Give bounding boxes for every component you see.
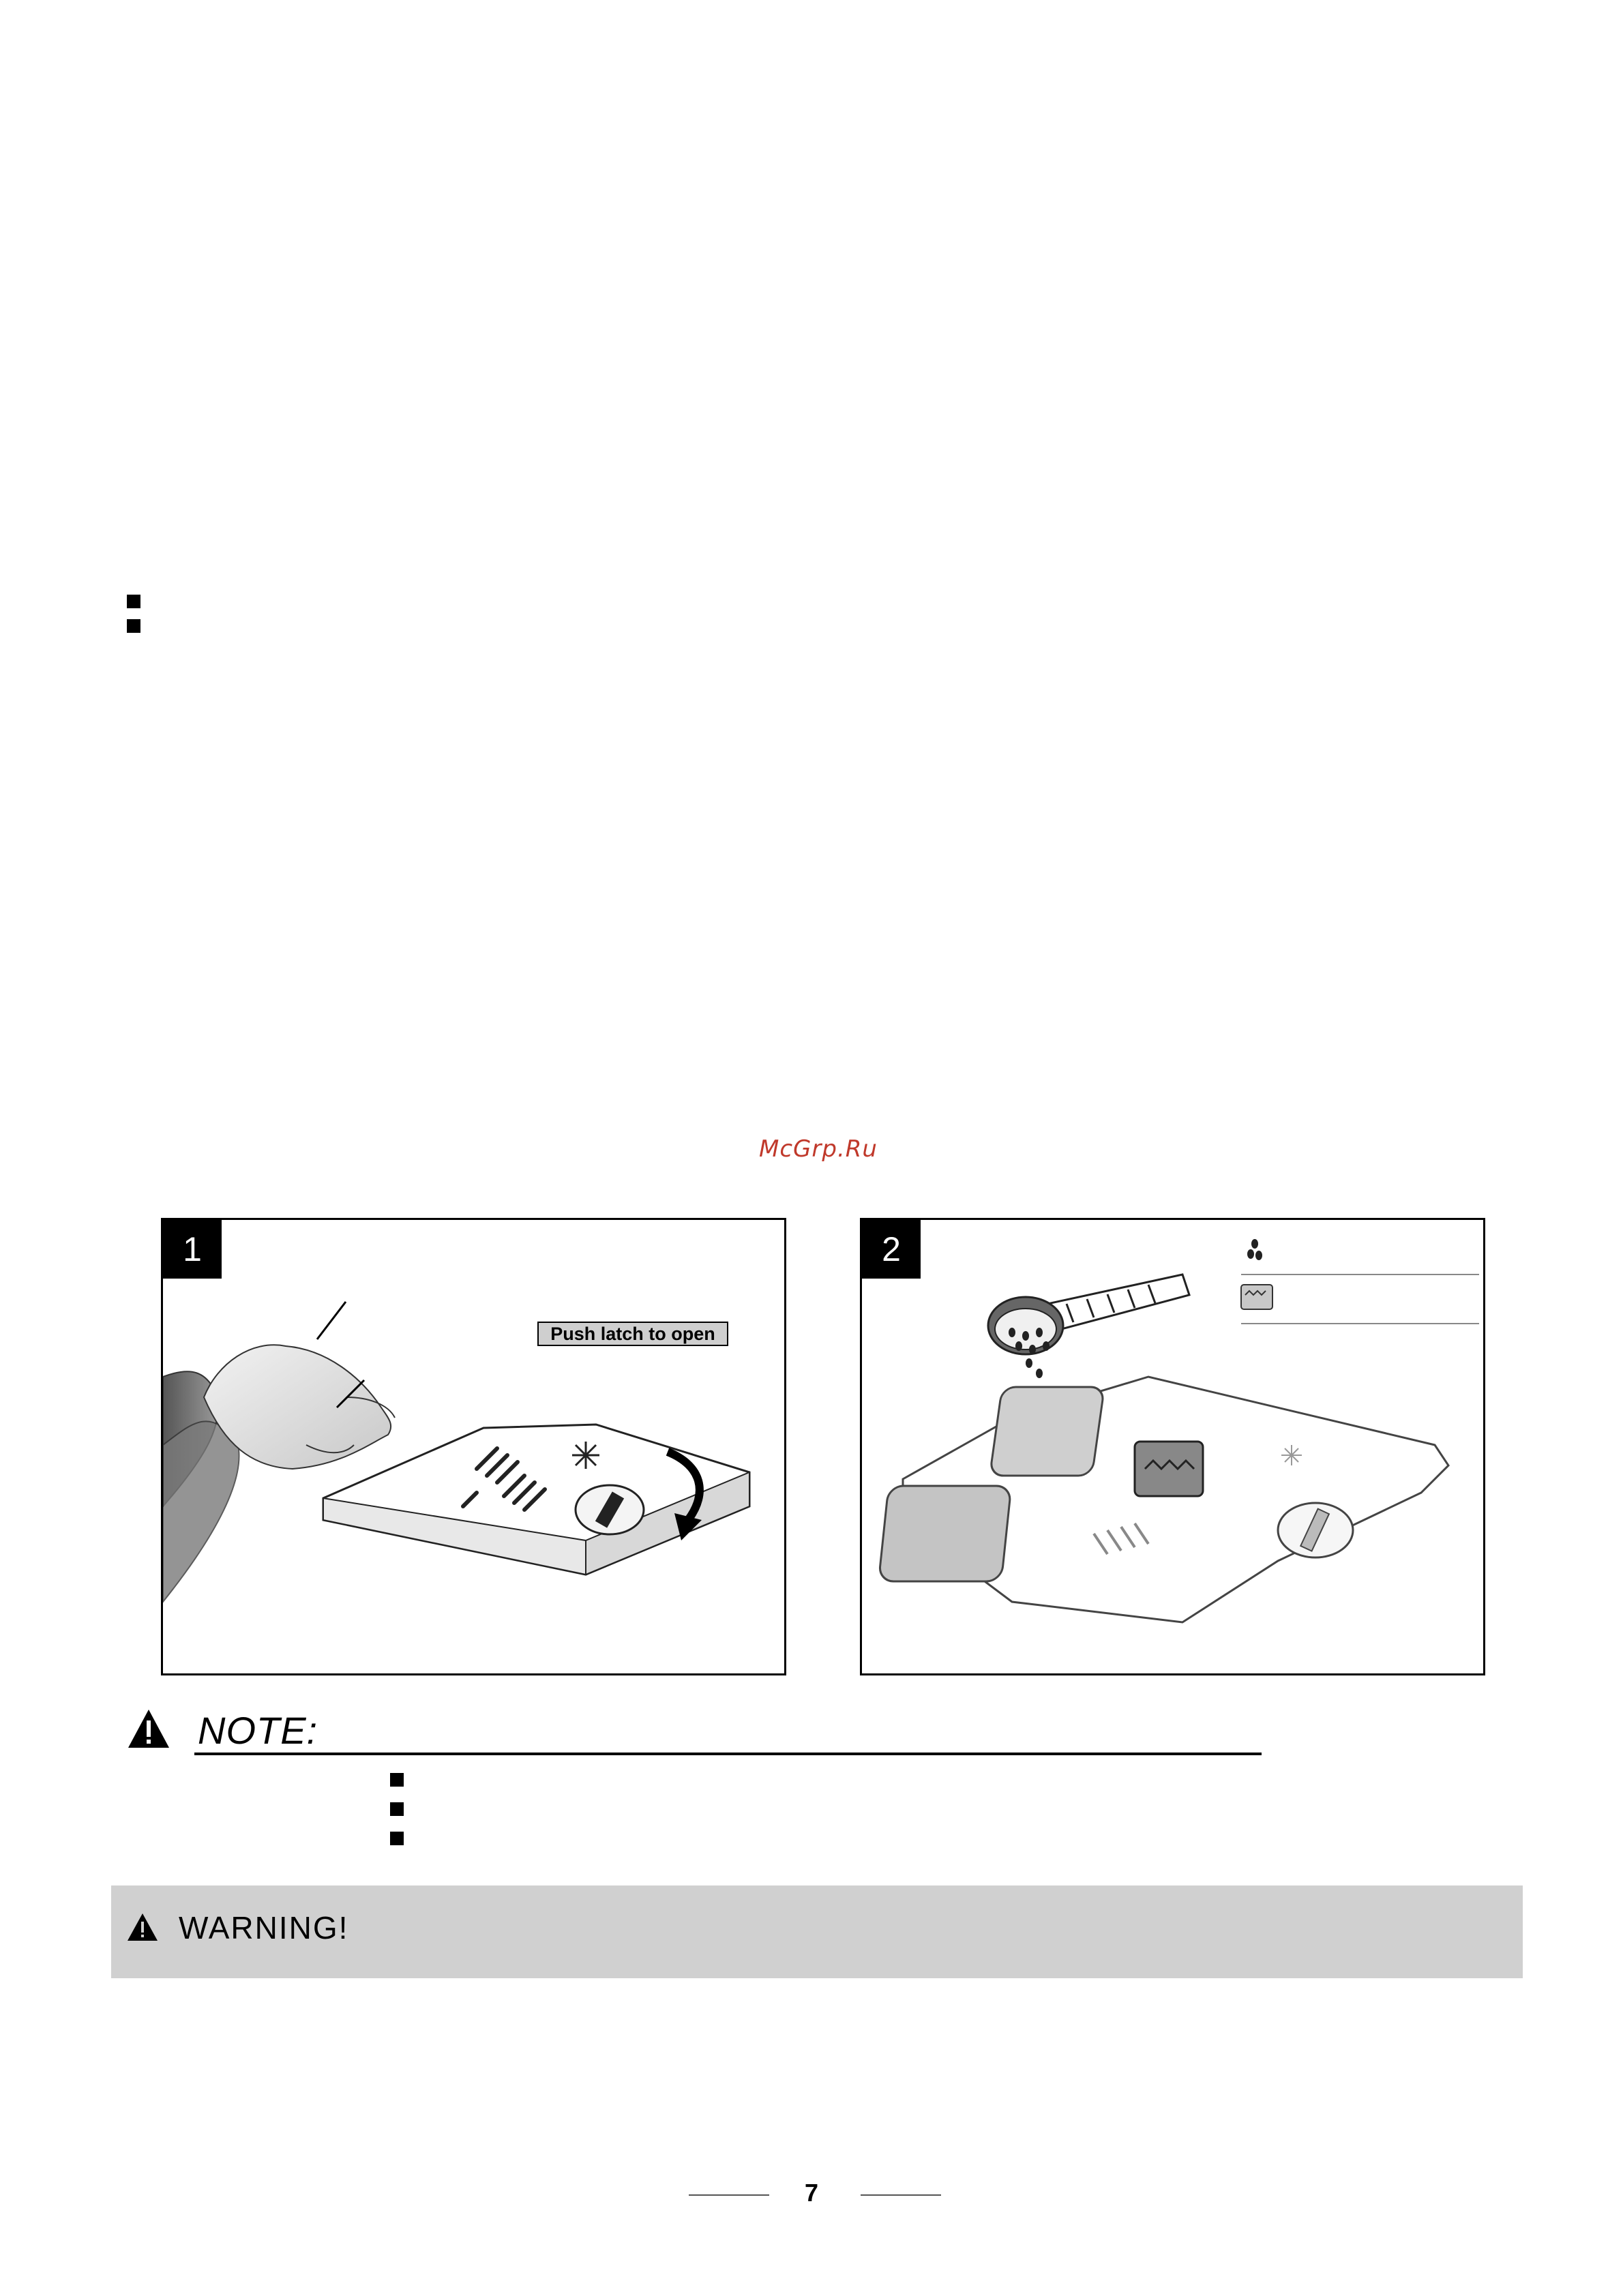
dispenser-fill-illustration: [862, 1220, 1483, 1673]
push-latch-label: Push latch to open: [537, 1322, 728, 1346]
square-bullet-icon: [127, 595, 140, 608]
figure-number: 1: [163, 1220, 222, 1279]
square-bullet-icon: [390, 1802, 404, 1816]
note-divider: [194, 1753, 1262, 1755]
detergent-tablet-icon: [1241, 1285, 1272, 1309]
detergent-drops-icon: [1247, 1239, 1262, 1260]
square-bullet-icon: [390, 1773, 404, 1787]
figure-1: [161, 1218, 786, 1675]
watermark: McGrp.Ru: [759, 1135, 878, 1163]
figure-2: [860, 1218, 1485, 1675]
note-title: NOTE:: [198, 1709, 318, 1752]
footer-rule-right: [861, 2194, 941, 2196]
footer-rule-left: [689, 2194, 769, 2196]
square-bullet-icon: [390, 1832, 404, 1845]
page-number: 7: [804, 2179, 819, 2207]
figure-number: 2: [862, 1220, 921, 1279]
warning-title: WARNING!: [179, 1910, 349, 1945]
warning-triangle-icon: [127, 1913, 158, 1941]
dispenser-open-illustration: [163, 1220, 784, 1673]
square-bullet-icon: [127, 619, 140, 633]
warning-triangle-icon: [127, 1708, 170, 1749]
